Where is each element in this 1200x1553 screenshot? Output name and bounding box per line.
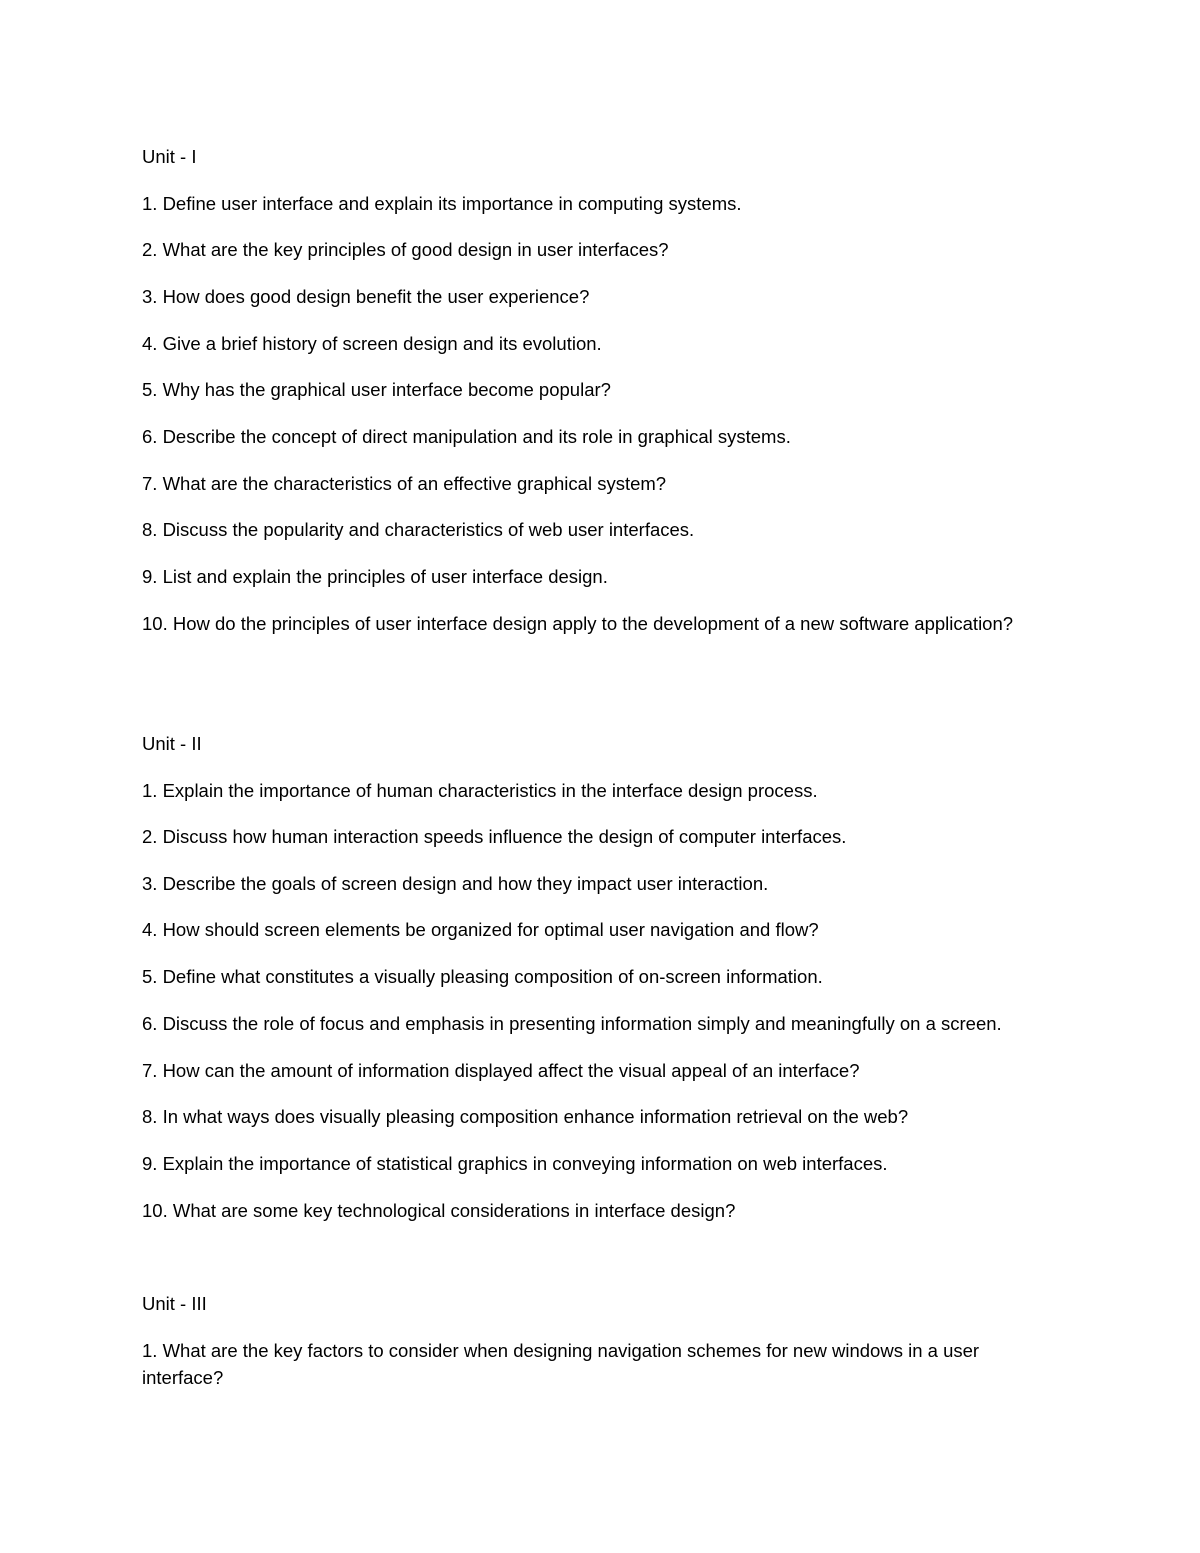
unit-3-question-1: 1. What are the key factors to consider when designing navigation schemes for new windows in a user interface? [142, 1340, 980, 1388]
unit-3-heading: Unit - III [142, 1293, 207, 1314]
unit-2-question-7: 7. How can the amount of information displayed affect the visual appeal of an interface? [142, 1060, 860, 1081]
unit-1-question-10: 10. How do the principles of user interface design apply to the development of a new software application? [142, 613, 1014, 634]
unit-2-question-5: 5. Define what constitutes a visually pleasing composition of on-screen information. [142, 966, 823, 987]
unit-2-question-10: 10. What are some key technological considerations in interface design? [142, 1200, 736, 1221]
unit-2-question-9: 9. Explain the importance of statistical graphics in conveying information on web interfaces. [142, 1153, 888, 1174]
unit-1-question-2: 2. What are the key principles of good design in user interfaces? [142, 239, 669, 260]
unit-2-question-6: 6. Discuss the role of focus and emphasis in presenting information simply and meaningfully on a screen. [142, 1013, 1002, 1034]
unit-1-heading: Unit - I [142, 146, 197, 167]
unit-1-question-9: 9. List and explain the principles of user interface design. [142, 566, 608, 587]
unit-1-question-7: 7. What are the characteristics of an effective graphical system? [142, 473, 667, 494]
unit-1-question-8: 8. Discuss the popularity and characteristics of web user interfaces. [142, 519, 695, 540]
unit-2-question-1: 1. Explain the importance of human characteristics in the interface design process. [142, 780, 818, 801]
unit-2-heading: Unit - II [142, 733, 202, 754]
unit-1-question-4: 4. Give a brief history of screen design and its evolution. [142, 333, 602, 354]
unit-2-question-2: 2. Discuss how human interaction speeds influence the design of computer interfaces. [142, 826, 847, 847]
unit-1-question-5: 5. Why has the graphical user interface become popular? [142, 379, 611, 400]
unit-1-question-1: 1. Define user interface and explain its importance in computing systems. [142, 193, 742, 214]
unit-2-question-3: 3. Describe the goals of screen design and how they impact user interaction. [142, 873, 769, 894]
unit-1-question-3: 3. How does good design benefit the user experience? [142, 286, 590, 307]
unit-1-question-6: 6. Describe the concept of direct manipulation and its role in graphical systems. [142, 426, 791, 447]
unit-2-question-8: 8. In what ways does visually pleasing composition enhance information retrieval on the web? [142, 1106, 909, 1127]
unit-2-question-4: 4. How should screen elements be organized for optimal user navigation and flow? [142, 919, 819, 940]
